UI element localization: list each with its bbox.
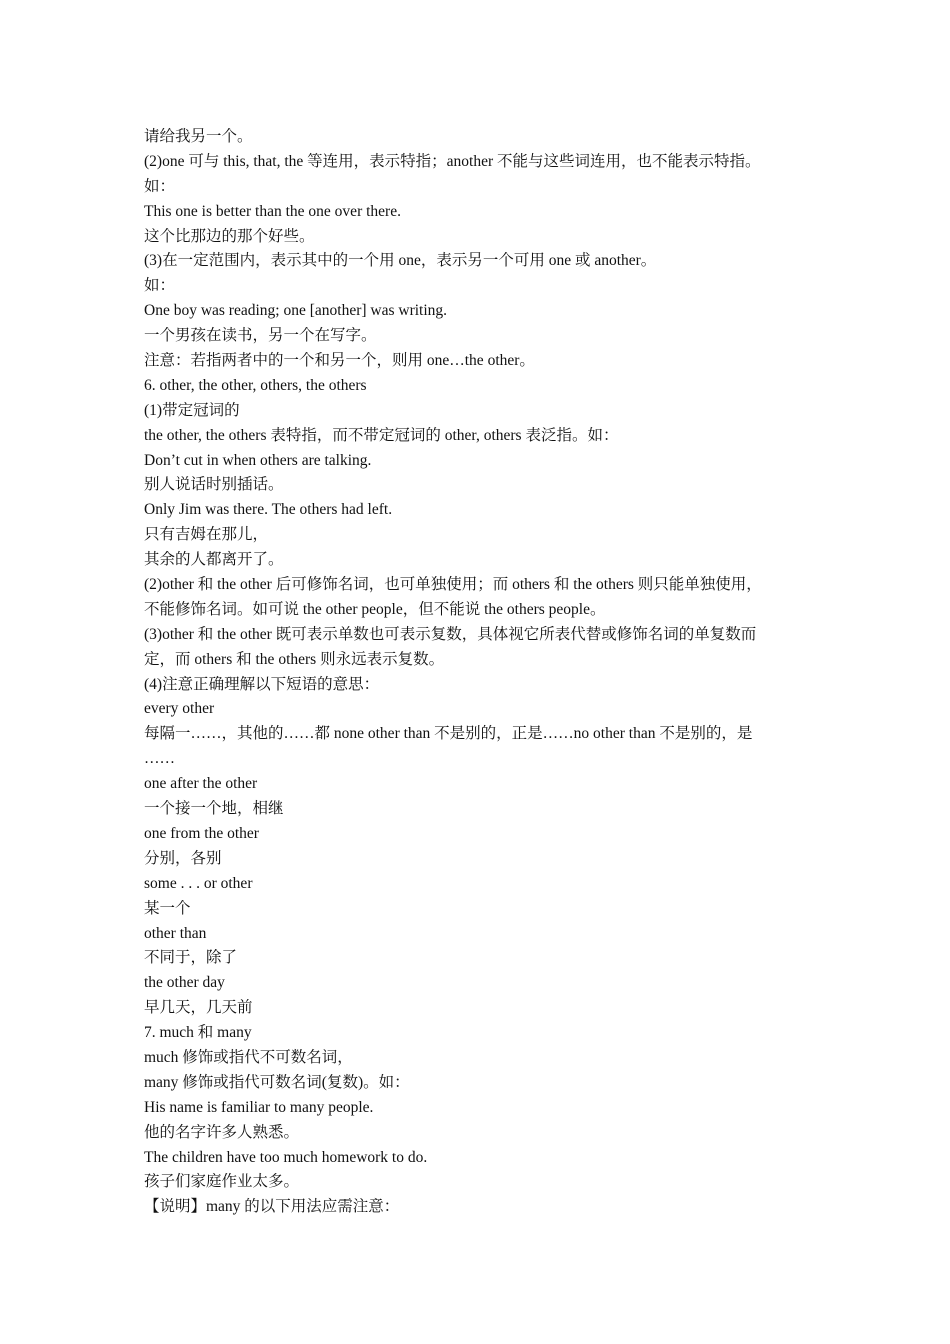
text-line: 他的名字许多人熟悉。 — [144, 1123, 300, 1141]
text-line: 定，而 others 和 the others 则永远表示复数。 — [144, 650, 445, 668]
text-line: 不同于，除了 — [144, 949, 238, 967]
text-line: many 修饰或指代可数名词(复数)。如： — [144, 1073, 410, 1091]
text-line: (2)one 可与 this, that, the 等连用，表示特指；another 不能与这些词连用，也不能表示特指。 — [144, 152, 761, 170]
text-line: His name is familiar to many people. — [144, 1098, 374, 1116]
text-line: 孩子们家庭作业太多。 — [144, 1173, 300, 1191]
text-line: 7. much 和 many — [144, 1024, 252, 1042]
text-line: one after the other — [144, 775, 258, 793]
text-line: 如： — [144, 177, 176, 195]
text-line: the other, the others 表特指，而不带定冠词的 other, others 表泛指。如： — [144, 426, 619, 444]
text-line: one from the other — [144, 824, 259, 842]
text-line: …… — [144, 750, 175, 768]
text-line: (1)带定冠词的 — [144, 401, 240, 419]
text-line: 一个接一个地，相继 — [144, 800, 284, 818]
text-line: (3)在一定范围内，表示其中的一个用 one，表示另一个可用 one 或 another。 — [144, 252, 657, 270]
text-line: 【说明】many 的以下用法应需注意： — [144, 1198, 400, 1216]
text-line: the other day — [144, 974, 225, 992]
text-line: The children have too much homework to do. — [144, 1148, 428, 1166]
text-line: 别人说话时别插话。 — [144, 476, 284, 494]
text-line: (3)other 和 the other 既可表示单数也可表示复数，具体视它所表代替或修饰名词的单复数而 — [144, 625, 757, 643]
text-line: much 修饰或指代不可数名词， — [144, 1048, 353, 1066]
text-line: 如： — [144, 277, 176, 295]
text-line: some . . . or other — [144, 874, 253, 892]
text-line: (4)注意正确理解以下短语的意思： — [144, 675, 380, 693]
text-line: Only Jim was there. The others had left. — [144, 501, 393, 519]
text-line: 不能修饰名词。如可说 the other people，但不能说 the others people。 — [144, 600, 606, 618]
text-line: 这个比那边的那个好些。 — [144, 227, 315, 245]
text-line: Don’t cut in when others are talking. — [144, 451, 372, 469]
text-line: every other — [144, 700, 215, 718]
text-line: 6. other, the other, others, the others — [144, 376, 367, 394]
document-body — [144, 125, 824, 1220]
text-line: 一个男孩在读书，另一个在写字。 — [144, 327, 377, 345]
text-line: (2)other 和 the other 后可修饰名词，也可单独使用；而 others 和 the others 则只能单独使用， — [144, 576, 762, 594]
text-line: other than — [144, 924, 207, 942]
text-line: 其余的人都离开了。 — [144, 551, 284, 569]
text-line: One boy was reading; one [another] was writing. — [144, 302, 448, 320]
text-line: 请给我另一个。 — [144, 128, 253, 145]
text-line: 分别，各别 — [144, 849, 222, 867]
text-line: 注意：若指两者中的一个和另一个，则用 one…the other。 — [144, 352, 535, 370]
text-line: 只有吉姆在那儿， — [144, 526, 269, 544]
text-line: 每隔一……，其他的……都 none other than 不是别的，正是……no other than 不是别的，是 — [144, 725, 753, 743]
text-line: This one is better than the one over there. — [144, 202, 401, 220]
text-line: 某一个 — [144, 899, 191, 917]
text-line: 早几天，几天前 — [144, 999, 253, 1017]
